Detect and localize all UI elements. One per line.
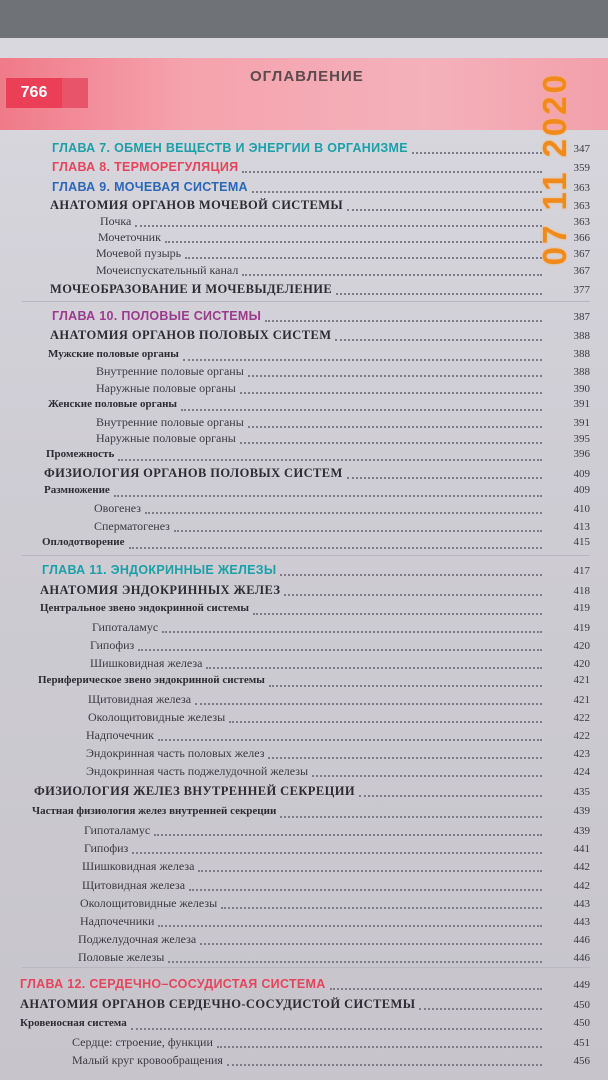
dot-leader xyxy=(138,638,542,651)
dot-leader xyxy=(158,914,542,927)
toc-entry-section xyxy=(0,328,590,346)
toc-entry-subsection xyxy=(0,448,590,466)
toc-entry-item xyxy=(0,692,590,710)
book-page xyxy=(0,38,608,1080)
toc-entry-title: Сперматогенез xyxy=(94,519,170,533)
toc-entry-title: Промежность xyxy=(46,448,115,460)
dot-leader xyxy=(335,328,542,341)
toc-entry-title: Щитовидная железа xyxy=(82,878,186,892)
toc-entry-item xyxy=(0,263,590,281)
toc-entry-title: ГЛАВА 7. ОБМЕН ВЕЩЕСТВ И ЭНЕРГИИ В ОРГАНИЗМЕ xyxy=(52,141,408,155)
toc-entry-title: Околощитовидные железы xyxy=(88,710,226,724)
dot-leader xyxy=(132,841,542,854)
toc-entry-chapter xyxy=(0,309,590,327)
toc-entry-item xyxy=(0,501,590,519)
dot-leader xyxy=(240,431,542,444)
dot-leader xyxy=(412,141,542,154)
toc-entry-title: ГЛАВА 11. ЭНДОКРИННЫЕ ЖЕЛЕЗЫ xyxy=(42,563,277,577)
toc-entry-chapter xyxy=(0,563,590,581)
toc-entry-item xyxy=(0,764,590,782)
dot-leader xyxy=(189,878,542,891)
toc-entry-title: Оплодотворение xyxy=(42,536,125,548)
toc-entry-section xyxy=(0,583,590,601)
toc-page-number: 422 xyxy=(573,712,590,724)
toc-entry-section xyxy=(0,466,590,484)
toc-entry-title: ГЛАВА 10. ПОЛОВЫЕ СИСТЕМЫ xyxy=(52,309,262,323)
toc-page-number: 446 xyxy=(573,934,590,946)
dot-leader xyxy=(174,519,542,532)
toc-page-number: 423 xyxy=(573,748,590,760)
toc-page-number: 387 xyxy=(573,311,590,323)
toc-entry-chapter xyxy=(0,141,590,159)
dot-leader xyxy=(242,263,542,276)
dot-leader xyxy=(183,348,542,361)
toc-entry-title: Шишковидная железа xyxy=(82,859,195,873)
toc-entry-title: Околощитовидные железы xyxy=(80,896,218,910)
toc-entry-title: Кровеносная система xyxy=(20,1017,127,1029)
chapter-divider xyxy=(22,301,590,302)
toc-page-number: 420 xyxy=(573,640,590,652)
toc-page-number: 391 xyxy=(573,417,590,429)
toc-entry-subsection xyxy=(0,536,590,554)
toc-entry-title: Наружные половые органы xyxy=(96,431,236,445)
toc-entry-title: Периферическое звено эндокринной системы xyxy=(38,674,265,686)
chapter-divider xyxy=(22,555,590,556)
toc-page-number: 443 xyxy=(573,916,590,928)
toc-entry-item xyxy=(0,841,590,859)
toc-page-number: 377 xyxy=(573,284,590,296)
dot-leader xyxy=(252,180,542,193)
dot-leader xyxy=(280,563,542,576)
toc-entry-title: Гипоталамус xyxy=(92,620,159,634)
toc-page-number: 359 xyxy=(573,162,590,174)
toc-page-number: 413 xyxy=(573,521,590,533)
dot-leader xyxy=(154,823,542,836)
toc-page-number: 419 xyxy=(573,622,590,634)
dot-leader xyxy=(248,415,542,428)
toc-page-number: 439 xyxy=(573,805,590,817)
photo-timestamp: 07 11 2020 xyxy=(536,72,573,266)
toc-entry-title: АНАТОМИЯ ОРГАНОВ ПОЛОВЫХ СИСТЕМ xyxy=(50,328,332,342)
toc-entry-title: ГЛАВА 12. СЕРДЕЧНО–СОСУДИСТАЯ СИСТЕМА xyxy=(20,977,326,991)
toc-page-number: 418 xyxy=(573,585,590,597)
dot-leader xyxy=(145,501,542,514)
toc-page-number: 450 xyxy=(573,1017,590,1029)
toc-page-number: 391 xyxy=(573,398,590,410)
toc-entry-item xyxy=(0,656,590,674)
toc-page-number: 451 xyxy=(573,1037,590,1049)
toc-entry-title: Малый круг кровообращения xyxy=(72,1053,223,1067)
dot-leader xyxy=(158,728,542,741)
toc-entry-title: Эндокринная часть половых желез xyxy=(86,746,265,760)
toc-entry-section xyxy=(0,784,590,802)
dot-leader xyxy=(131,1017,542,1030)
dot-leader xyxy=(114,484,542,497)
toc-page-number: 417 xyxy=(573,565,590,577)
toc-entry-title: Наружные половые органы xyxy=(96,381,236,395)
dot-leader xyxy=(280,805,542,818)
dot-leader xyxy=(240,381,542,394)
header-title: ОГЛАВЛЕНИЕ xyxy=(250,68,364,85)
toc-entry-title: ФИЗИОЛОГИЯ ОРГАНОВ ПОЛОВЫХ СИСТЕМ xyxy=(44,466,343,480)
dot-leader xyxy=(229,710,542,723)
dot-leader xyxy=(248,364,542,377)
toc-entry-title: Сердце: строение, функции xyxy=(72,1035,213,1049)
toc-page-number: 410 xyxy=(573,503,590,515)
dot-leader xyxy=(198,859,542,872)
toc-page-number: 363 xyxy=(573,200,590,212)
dot-leader xyxy=(162,620,542,633)
toc-page-number: 435 xyxy=(573,786,590,798)
toc-entry-item xyxy=(0,932,590,950)
toc-entry-title: МОЧЕОБРАЗОВАНИЕ И МОЧЕВЫДЕЛЕНИЕ xyxy=(50,282,333,296)
toc-entry-title: Внутренние половые органы xyxy=(96,364,244,378)
toc-entry-subsection xyxy=(0,484,590,502)
toc-entry-item xyxy=(0,896,590,914)
toc-page-number: 439 xyxy=(573,825,590,837)
toc-entry-title: Надпочечники xyxy=(80,914,155,928)
chapter-divider xyxy=(22,967,590,968)
dot-leader xyxy=(135,214,542,227)
toc-entry-title: Половые железы xyxy=(78,950,165,964)
toc-entry-title: ФИЗИОЛОГИЯ ЖЕЛЕЗ ВНУТРЕННЕЙ СЕКРЕЦИИ xyxy=(34,784,355,798)
toc-entry-item xyxy=(0,1035,590,1053)
dot-leader xyxy=(206,656,542,669)
toc-page-number: 366 xyxy=(573,232,590,244)
dot-leader xyxy=(185,246,542,259)
dot-leader xyxy=(118,448,542,461)
toc-page-number: 420 xyxy=(573,658,590,670)
dot-leader xyxy=(221,896,542,909)
toc-entry-title: Размножение xyxy=(44,484,110,496)
toc-entry-chapter xyxy=(0,977,590,995)
toc-entry-item xyxy=(0,620,590,638)
toc-entry-item xyxy=(0,381,590,399)
toc-entry-item xyxy=(0,519,590,537)
toc-entry-item xyxy=(0,1053,590,1071)
toc-page-number: 422 xyxy=(573,730,590,742)
dot-leader xyxy=(200,932,542,945)
dot-leader xyxy=(168,950,542,963)
dot-leader xyxy=(269,674,542,687)
dot-leader xyxy=(217,1035,542,1048)
dot-leader xyxy=(419,997,542,1010)
dot-leader xyxy=(347,198,542,211)
toc-entry-item xyxy=(0,728,590,746)
dot-leader xyxy=(359,784,542,797)
toc-page-number: 456 xyxy=(573,1055,590,1067)
toc-page-number: 449 xyxy=(573,979,590,991)
toc-page-number: 363 xyxy=(573,216,590,228)
toc-page-number: 396 xyxy=(573,448,590,460)
dot-leader xyxy=(284,583,542,596)
toc-page-number: 395 xyxy=(573,433,590,445)
toc-entry-title: Гипоталамус xyxy=(84,823,151,837)
toc-entry-title: ГЛАВА 8. ТЕРМОРЕГУЛЯЦИЯ xyxy=(52,160,239,174)
toc-entry-title: Шишковидная железа xyxy=(90,656,203,670)
toc-entry-chapter xyxy=(0,180,590,198)
dot-leader xyxy=(330,977,542,990)
toc-page-number: 367 xyxy=(573,248,590,260)
toc-entry-title: Внутренние половые органы xyxy=(96,415,244,429)
toc-entry-subsection xyxy=(0,602,590,620)
toc-entry-title: Гипофиз xyxy=(84,841,129,855)
toc-entry-title: Надпочечник xyxy=(86,728,154,742)
toc-entry-subsection xyxy=(0,1017,590,1035)
dot-leader xyxy=(312,764,542,777)
toc-entry-section xyxy=(0,282,590,300)
toc-entry-item xyxy=(0,914,590,932)
toc-page-number: 442 xyxy=(573,880,590,892)
toc-entry-subsection xyxy=(0,398,590,416)
toc-entry-title: АНАТОМИЯ ОРГАНОВ СЕРДЕЧНО-СОСУДИСТОЙ СИСТЕМЫ xyxy=(20,997,416,1011)
toc-entry-item xyxy=(0,710,590,728)
toc-page-number: 390 xyxy=(573,383,590,395)
dot-leader xyxy=(195,692,542,705)
toc-entry-title: АНАТОМИЯ ЭНДОКРИННЫХ ЖЕЛЕЗ xyxy=(40,583,281,597)
toc-entry-title: Мужские половые органы xyxy=(48,348,179,360)
dot-leader xyxy=(336,282,542,295)
toc-entry-item xyxy=(0,859,590,877)
page-number: 766 xyxy=(6,78,62,108)
toc-page-number: 421 xyxy=(573,674,590,686)
toc-entry-title: Женские половые органы xyxy=(48,398,178,410)
toc-page-number: 421 xyxy=(573,694,590,706)
dot-leader xyxy=(242,160,542,173)
toc-page-number: 388 xyxy=(573,366,590,378)
dot-leader xyxy=(129,536,543,549)
toc-entry-section xyxy=(0,997,590,1015)
toc-page-number: 409 xyxy=(573,484,590,496)
toc-entry-item xyxy=(0,878,590,896)
toc-page-number: 441 xyxy=(573,843,590,855)
toc-entry-title: Поджелудочная железа xyxy=(78,932,197,946)
toc-entry-title: Мочеточник xyxy=(98,230,161,244)
toc-entry-title: Почка xyxy=(100,214,132,228)
toc-page-number: 367 xyxy=(573,265,590,277)
toc-entry-title: ГЛАВА 9. МОЧЕВАЯ СИСТЕМА xyxy=(52,180,248,194)
toc-entry-title: Центральное звено эндокринной системы xyxy=(40,602,249,614)
toc-entry-subsection xyxy=(0,805,590,823)
toc-entry-item xyxy=(0,638,590,656)
toc-entry-title: Овогенез xyxy=(94,501,141,515)
dot-leader xyxy=(165,230,542,243)
toc-entry-item xyxy=(0,823,590,841)
toc-entry-item xyxy=(0,364,590,382)
toc-page-number: 388 xyxy=(573,330,590,342)
toc-entry-item xyxy=(0,431,590,449)
dot-leader xyxy=(181,398,542,411)
toc-page-number: 446 xyxy=(573,952,590,964)
toc-entry-title: АНАТОМИЯ ОРГАНОВ МОЧЕВОЙ СИСТЕМЫ xyxy=(50,198,344,212)
toc-entry-title: Гипофиз xyxy=(90,638,135,652)
toc-page-number: 415 xyxy=(573,536,590,548)
toc-entry-chapter xyxy=(0,160,590,178)
dot-leader xyxy=(265,309,542,322)
toc-page-number: 363 xyxy=(573,182,590,194)
toc-page-number: 409 xyxy=(573,468,590,480)
toc-entry-title: Мочеиспускательный канал xyxy=(96,263,239,277)
dot-leader xyxy=(227,1053,542,1066)
toc-entry-title: Мочевой пузырь xyxy=(96,246,182,260)
toc-entry-item xyxy=(0,246,590,264)
dot-leader xyxy=(347,466,542,479)
page-number-tab xyxy=(62,78,88,108)
toc-page-number: 443 xyxy=(573,898,590,910)
toc-entry-item xyxy=(0,746,590,764)
toc-page-number: 419 xyxy=(573,602,590,614)
toc-page-number: 442 xyxy=(573,861,590,873)
toc-entry-title: Частная физиология желез внутренней секреции xyxy=(32,805,277,817)
toc-entry-title: Эндокринная часть поджелудочной железы xyxy=(86,764,309,778)
toc-page-number: 388 xyxy=(573,348,590,360)
toc-entry-title: Щитовидная железа xyxy=(88,692,192,706)
toc-page-number: 424 xyxy=(573,766,590,778)
dot-leader xyxy=(268,746,542,759)
dot-leader xyxy=(253,602,542,615)
toc-entry-subsection xyxy=(0,674,590,692)
toc-entry-item xyxy=(0,950,590,968)
toc-page-number: 450 xyxy=(573,999,590,1011)
toc-page-number: 347 xyxy=(573,143,590,155)
